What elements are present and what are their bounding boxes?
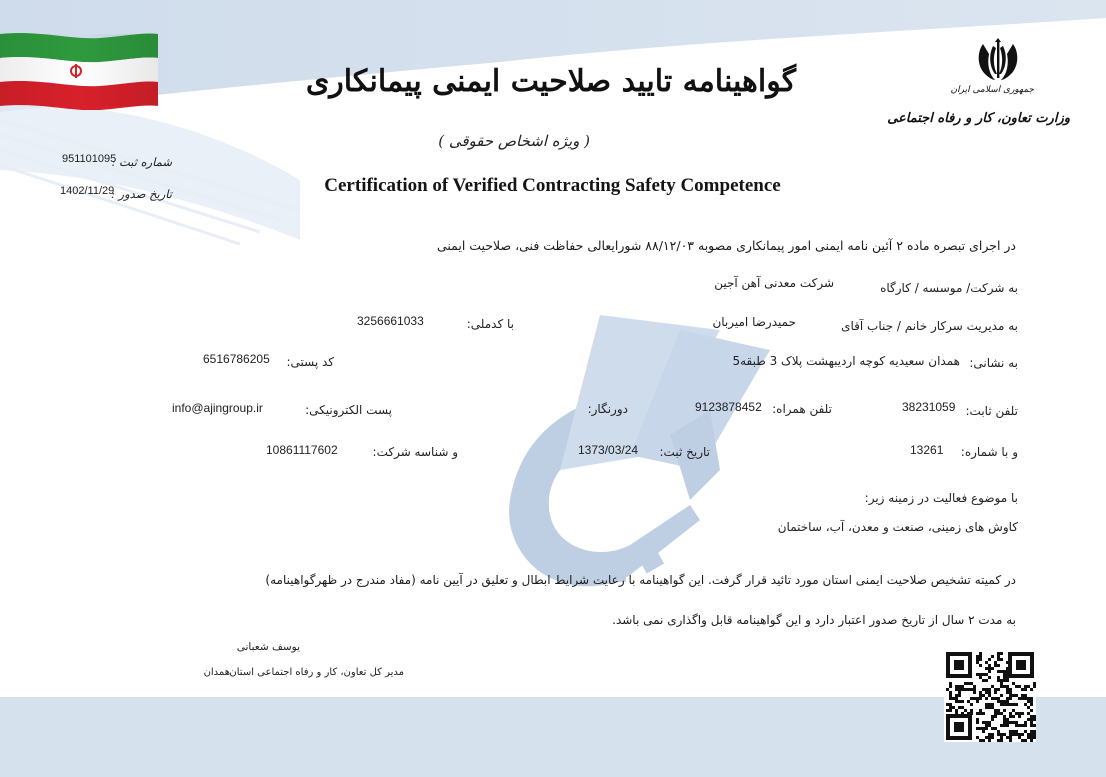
signatory-title: مدیر کل تعاون، کار و رفاه اجتماعی استان — [229, 667, 404, 678]
reg-number-label: و با شماره: — [960, 445, 1018, 459]
page-subtitle-fa: ( ویژه اشخاص حقوقی ) — [438, 132, 590, 150]
gear-logo-watermark — [509, 315, 770, 586]
reg-date-value: 1373/03/24 — [578, 443, 639, 457]
postal-code-label: کد پستی: — [286, 355, 334, 369]
email-value: info@ajingroup.ir — [172, 401, 263, 415]
page-title-en: Certification of Verified Contracting Safety Competence — [324, 175, 781, 196]
page-title-fa: گواهینامه تایید صلاحیت ایمنی پیمانکاری — [305, 64, 796, 99]
national-code-label: با کدملی: — [466, 317, 514, 331]
issue-date-value: 1402/11/29 — [60, 185, 115, 197]
company-id-label: و شناسه شرکت: — [372, 445, 458, 459]
company-value: شرکت معدنی آهن آجین — [714, 276, 834, 290]
approval-text: در کمیته تشخیص صلاحیت ایمنی استان مورد تائید قرار گرفت. این گواهینامه با رعایت شرایط ابطال و تعلیق در آیین نامه (مفاد مندرج در ظهرگواهینامه) — [265, 573, 1016, 587]
company-id-value: 10861117602 — [266, 443, 338, 457]
intro-text: در اجرای تبصره ماده ۲ آئین نامه ایمنی امور پیمانکاری مصوبه ۸۸/۱۲/۰۳ شورایعالی حفاظت فنی، صلاحیت ایمنی — [436, 238, 1016, 253]
issue-date-label: تاریخ صدور : — [111, 187, 172, 201]
company-label: به شرکت/ موسسه / کارگاه — [880, 281, 1018, 295]
email-label: پست الکترونیکی: — [305, 403, 392, 417]
ministry-name: وزارت تعاون، کار و رفاه اجتماعی — [887, 111, 1070, 126]
mobile-value: 9123878452 — [695, 400, 762, 414]
address-label: به نشانی: — [969, 356, 1018, 370]
manager-label: به مدیریت سرکار خانم / جناب آقای — [841, 319, 1018, 333]
activity-value: کاوش های زمینی، صنعت و معدن، آب، ساختمان — [777, 520, 1018, 534]
mobile-label: تلفن همراه: — [772, 402, 832, 416]
iran-flag-icon — [0, 30, 160, 110]
registration-number-value: 951101095 — [62, 153, 117, 165]
qr-code-icon — [944, 650, 1036, 742]
manager-value: حمیدرضا امیربان — [712, 315, 796, 329]
validity-text: به مدت ۲ سال از تاریخ صدور اعتبار دارد و این گواهینامه قابل واگذاری نمی باشد. — [612, 613, 1016, 627]
phone-label: تلفن ثابت: — [965, 404, 1018, 418]
postal-code-value: 6516786205 — [203, 352, 270, 366]
republic-text: جمهوری اسلامی ایران — [950, 85, 1034, 95]
national-code-value: 3256661033 — [357, 314, 424, 328]
phone-value: 38231059 — [902, 400, 956, 414]
signatory-name: یوسف شعبانی — [236, 641, 300, 653]
fax-label: دورنگار: — [587, 402, 628, 416]
registration-number-label: شماره ثبت : — [111, 155, 172, 169]
reg-date-label: تاریخ ثبت: — [659, 445, 710, 459]
activity-label: با موضوع فعالیت در زمینه زیر: — [864, 491, 1018, 505]
address-value: همدان سعیدیه کوچه اردیبهشت پلاک 3 طبقه5 — [732, 354, 960, 368]
reg-number-value: 13261 — [910, 443, 944, 457]
iran-emblem-icon — [975, 38, 1021, 82]
signatory-province: همدان — [203, 667, 230, 678]
